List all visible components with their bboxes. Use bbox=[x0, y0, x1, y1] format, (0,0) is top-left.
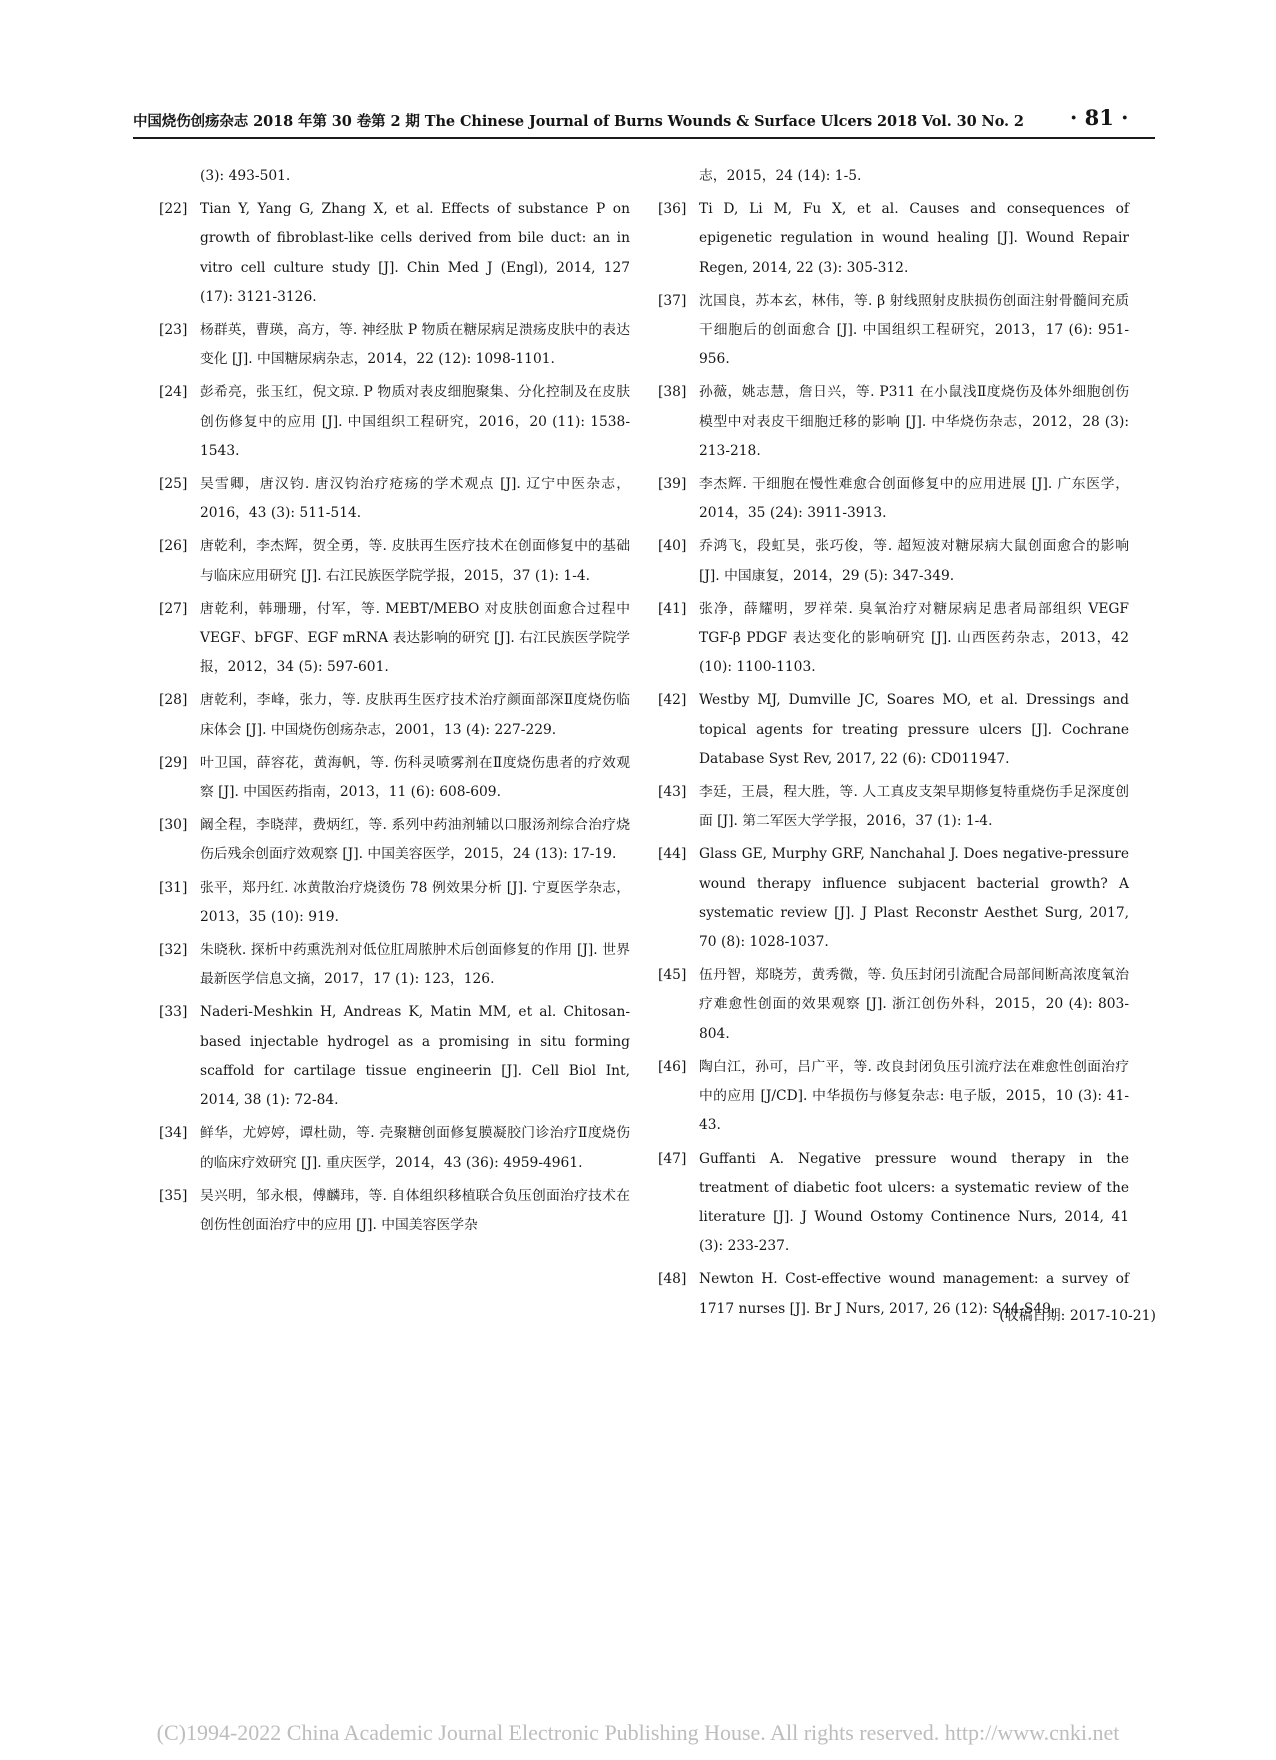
reference-text: 李廷，王晨，程大胜，等. 人工真皮支架早期修复特重烧伤手足深度创面 [J]. 第二军医大学学报，2016，37 (1): 1-4. bbox=[699, 784, 1129, 830]
page-header bbox=[0, 0, 1276, 140]
header-rule bbox=[133, 137, 1155, 139]
reference-number: [24] bbox=[159, 384, 188, 401]
reference-40 bbox=[658, 532, 1129, 590]
reference-text: Guffanti A. Negative pressure wound therapy in the treatment of diabetic foot ulcers: a systematic review of the literature [J]. J Wound Ostomy Continence Nurs, 2014, 41 (3): 233-237. bbox=[699, 1150, 1129, 1255]
right-column bbox=[658, 162, 1129, 1328]
reference-text: Westby MJ, Dumville JC, Soares MO, et al. Dressings and topical agents for treating pressure ulcers [J]. Cochrane Database Syst Rev, 2017, 22 (6): CD011947. bbox=[699, 692, 1129, 767]
reference-number: [35] bbox=[159, 1187, 188, 1204]
reference-35 bbox=[159, 1182, 630, 1240]
reference-number: [22] bbox=[159, 201, 188, 218]
reference-text: 唐乾利，李峰，张力，等. 皮肤再生医疗技术治疗颜面部深Ⅱ度烧伤临床体会 [J]. 中国烧伤创疡杂志，2001，13 (4): 227-229. bbox=[200, 692, 630, 738]
reference-26 bbox=[159, 532, 630, 590]
reference-24 bbox=[159, 378, 630, 466]
reference-text: 孙薇，姚志慧，詹日兴，等. P311 在小鼠浅Ⅱ度烧伤及体外细胞创伤模型中对表皮干细胞迁移的影响 [J]. 中华烧伤杂志，2012，28 (3): 213-218. bbox=[699, 384, 1129, 459]
reference-number: [27] bbox=[159, 600, 188, 617]
reference-text: 彭希亮，张玉红，倪文琼. P 物质对表皮细胞聚集、分化控制及在皮肤创伤修复中的应用 [J]. 中国组织工程研究，2016，20 (11): 1538-1543. bbox=[200, 384, 630, 459]
reference-continuation bbox=[662, 162, 1129, 191]
reference-text: Tian Y, Yang G, Zhang X, et al. Effects of substance P on growth of fibroblast-like cells derived from bile duct: an in vitro cell culture study [J]. Chin Med J (Engl), 2014, 127 (17): 3121-3126. bbox=[200, 201, 630, 305]
reference-text: Newton H. Cost-effective wound management: a survey of 1717 nurses [J]. Br J Nurs, 2017, 26 (12): S44-S49. bbox=[699, 1271, 1129, 1317]
reference-text: 吴雪卿，唐汉钧. 唐汉钧治疗疮疡的学术观点 [J]. 辽宁中医杂志，2016，43 (3): 511-514. bbox=[200, 476, 630, 522]
reference-text: 陶白江，孙可，吕广平，等. 改良封闭负压引流疗法在难愈性创面治疗中的应用 [J/CD]. 中华损伤与修复杂志: 电子版，2015，10 (3): 41-43. bbox=[699, 1058, 1129, 1134]
reference-43 bbox=[658, 778, 1129, 836]
copyright-watermark: (C)1994-2022 China Academic Journal Electronic Publishing House. All rights reserved. http://www.cnki.net bbox=[156, 1720, 1120, 1745]
reference-number: [23] bbox=[159, 322, 188, 339]
reference-text: Naderi-Meshkin H, Andreas K, Matin MM, et al. Chitosan-based injectable hydrogel as a promising in situ forming scaffold for cartilage tissue engineerin [J]. Cell Biol Int, 2014, 38 (1): 72-84. bbox=[200, 1004, 630, 1109]
reference-33 bbox=[159, 998, 630, 1115]
reference-39 bbox=[658, 470, 1129, 528]
reference-41 bbox=[658, 595, 1129, 683]
reference-number: [25] bbox=[159, 476, 188, 493]
reference-28 bbox=[159, 686, 630, 744]
reference-text: 阚全程，李晓萍，费炳红，等. 系列中药油剂辅以口服汤剂综合治疗烧伤后残余创面疗效观察 [J]. 中国美容医学，2015，24 (13): 17-19. bbox=[200, 817, 630, 863]
reference-text: (3): 493-501. bbox=[200, 168, 291, 184]
reference-text: Ti D, Li M, Fu X, et al. Causes and consequences of epigenetic regulation in wound healing [J]. Wound Repair Regen, 2014, 22 (3): 305-312. bbox=[699, 201, 1129, 276]
reference-text: 鲜华，尤婷婷，谭杜勋，等. 壳聚糖创面修复膜凝胶门诊治疗Ⅱ度烧伤的临床疗效研究 [J]. 重庆医学，2014，43 (36): 4959-4961. bbox=[200, 1125, 630, 1171]
reference-text: 志，2015，24 (14): 1-5. bbox=[699, 168, 862, 184]
reference-42 bbox=[658, 686, 1129, 774]
reference-number: [32] bbox=[159, 942, 188, 959]
reference-text: 张平，郑丹红. 冰黄散治疗烧烫伤 78 例效果分析 [J]. 宁夏医学杂志，2013，35 (10): 919. bbox=[200, 879, 630, 925]
reference-47 bbox=[658, 1145, 1129, 1262]
reference-23 bbox=[159, 316, 630, 374]
reference-text: 乔鸿飞，段虹昊，张巧俊，等. 超短波对糖尿病大鼠创面愈合的影响 [J]. 中国康复，2014，29 (5): 347-349. bbox=[699, 538, 1129, 584]
reference-number: [37] bbox=[658, 292, 687, 309]
reference-32 bbox=[159, 936, 630, 994]
reference-number: [47] bbox=[658, 1150, 687, 1167]
reference-37 bbox=[658, 287, 1129, 375]
reference-number: [38] bbox=[658, 384, 687, 401]
reference-46 bbox=[658, 1053, 1129, 1141]
reference-25 bbox=[159, 470, 630, 528]
reference-text: 叶卫国，薛容花，黄海帆，等. 伤科灵喷雾剂在Ⅱ度烧伤患者的疗效观察 [J]. 中国医药指南，2013，11 (6): 608-609. bbox=[200, 754, 630, 801]
reference-text: 伍丹智，郑晓芳，黄秀微，等. 负压封闭引流配合局部间断高浓度氧治疗难愈性创面的效果观察 [J]. 浙江创伤外科，2015，20 (4): 803-804. bbox=[699, 967, 1129, 1042]
reference-text: 唐乾利，韩珊珊，付军，等. MEBT/MEBO 对皮肤创面愈合过程中 VEGF、bFGF、EGF mRNA 表达影响的研究 [J]. 右江民族医学院学报，2012，34 (5): 597-601. bbox=[200, 600, 630, 676]
reference-text: Glass GE, Murphy GRF, Nanchahal J. Does negative-pressure wound therapy influence subjacent bacterial growth? A systematic review [J]. J Plast Reconstr Aesthet Surg, 2017, 70 (8): 1028-1037. bbox=[699, 846, 1129, 951]
reference-text: 张净，薛耀明，罗祥荣. 臭氧治疗对糖尿病足患者局部组织 VEGF TGF-β PDGF 表达变化的影响研究 [J]. 山西医药杂志，2013，42 (10): 1100-1103. bbox=[699, 600, 1129, 676]
reference-34 bbox=[159, 1119, 630, 1177]
reference-continuation bbox=[163, 162, 630, 191]
reference-number: [40] bbox=[658, 538, 687, 555]
reference-number: [34] bbox=[159, 1125, 188, 1142]
reference-22 bbox=[159, 195, 630, 312]
reference-44 bbox=[658, 840, 1129, 957]
reference-number: [48] bbox=[658, 1271, 687, 1288]
reference-45 bbox=[658, 961, 1129, 1049]
reference-38 bbox=[658, 378, 1129, 466]
reference-36 bbox=[658, 195, 1129, 283]
reference-text: 沈国良，苏本玄，林伟，等. β 射线照射皮肤损伤创面注射骨髓间充质干细胞后的创面愈合 [J]. 中国组织工程研究，2013，17 (6): 951-956. bbox=[699, 292, 1129, 368]
reference-text: 吴兴明，邹永根，傅麟玮，等. 自体组织移植联合负压创面治疗技术在创伤性创面治疗中的应用 [J]. 中国美容医学杂 bbox=[200, 1187, 630, 1233]
reference-number: [30] bbox=[159, 817, 188, 834]
reference-text: 朱晓秋. 探析中药熏洗剂对低位肛周脓肿术后创面修复的作用 [J]. 世界最新医学信息文摘，2017，17 (1): 123，126. bbox=[200, 942, 630, 988]
reference-number: [39] bbox=[658, 476, 687, 493]
reference-number: [31] bbox=[159, 879, 188, 896]
reference-number: [36] bbox=[658, 201, 687, 218]
reference-text: 杨群英，曹瑛，高方，等. 神经肽 P 物质在糖尿病足溃疡皮肤中的表达变化 [J]. 中国糖尿病杂志，2014，22 (12): 1098-1101. bbox=[200, 322, 630, 368]
reference-number: [43] bbox=[658, 784, 687, 801]
reference-number: [33] bbox=[159, 1004, 188, 1021]
reference-number: [45] bbox=[658, 967, 687, 984]
reference-number: [26] bbox=[159, 538, 188, 555]
journal-header: 中国烧伤创疡杂志 2018 年第 30 卷第 2 期 The Chinese Journal of Burns Wounds & Surface Ulcers 2018 Vol. 30 No. 2 bbox=[133, 113, 1024, 130]
left-column bbox=[159, 162, 630, 1244]
reference-30 bbox=[159, 811, 630, 869]
reference-27 bbox=[159, 595, 630, 683]
reference-number: [42] bbox=[658, 692, 687, 709]
reference-number: [28] bbox=[159, 692, 188, 709]
reference-number: [29] bbox=[159, 754, 188, 771]
reference-text: 李杰辉. 干细胞在慢性难愈合创面修复中的应用进展 [J]. 广东医学，2014，35 (24): 3911-3913. bbox=[699, 476, 1129, 522]
reference-number: [46] bbox=[658, 1058, 687, 1075]
received-date: (收稿日期: 2017-10-21) bbox=[999, 1308, 1156, 1324]
page-number: · 81 · bbox=[1070, 105, 1129, 130]
reference-31 bbox=[159, 874, 630, 932]
reference-number: [41] bbox=[658, 600, 687, 617]
reference-text: 唐乾利，李杰辉，贺全勇，等. 皮肤再生医疗技术在创面修复中的基础与临床应用研究 [J]. 右江民族医学院学报，2015，37 (1): 1-4. bbox=[200, 538, 630, 584]
reference-number: [44] bbox=[658, 846, 687, 863]
reference-29 bbox=[159, 749, 630, 807]
